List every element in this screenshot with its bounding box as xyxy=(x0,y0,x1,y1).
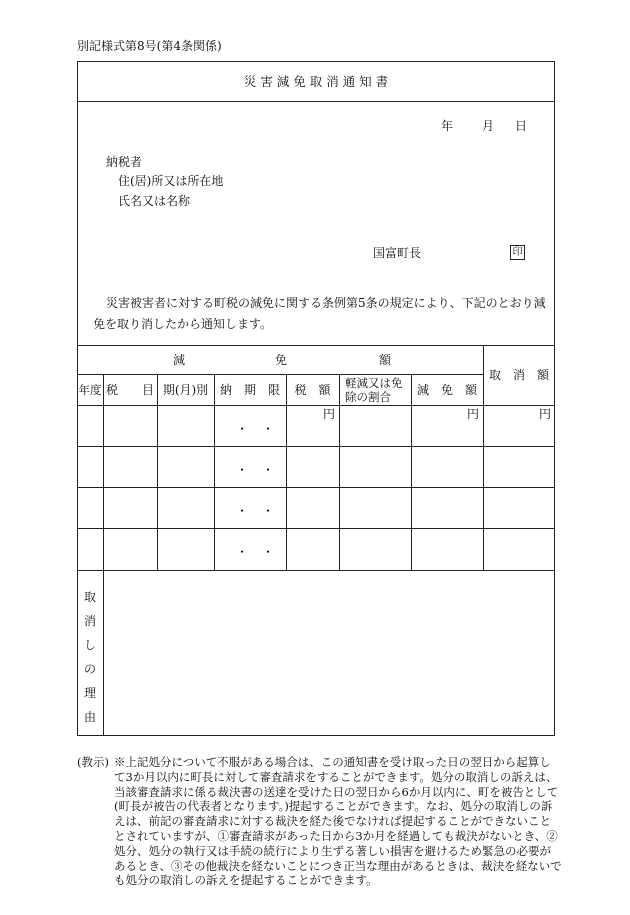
reason-char-3: し xyxy=(84,638,97,652)
notice-label: (教示) xyxy=(77,755,109,769)
group-header-1: 減 xyxy=(173,353,186,367)
col-tax-item: 税 目 xyxy=(105,383,154,397)
group-header-3: 額 xyxy=(379,353,392,367)
col-tax-amount: 税 額 xyxy=(294,383,331,397)
group-header-2: 免 xyxy=(275,353,288,367)
col-line-period xyxy=(214,374,215,570)
address-label: 住(居)所又は所在地 xyxy=(118,174,224,188)
col-period: 期(月)別 xyxy=(162,383,209,397)
name-label: 氏名又は名称 xyxy=(118,194,191,208)
unit-cancel-amount: 円 xyxy=(539,407,552,421)
col-payment-deadline: 納 期 限 xyxy=(219,383,280,397)
col-line-taxamount xyxy=(339,374,340,570)
table-bottom-line xyxy=(77,570,555,571)
reason-char-2: 消 xyxy=(84,614,97,628)
cancel-amount-header: 取 消 額 xyxy=(488,368,549,382)
reason-divider xyxy=(103,570,104,736)
document-title: 災 害 減 免 取 消 通 知 書 xyxy=(243,74,389,89)
reason-char-4: の xyxy=(84,662,97,676)
col-line-year xyxy=(103,374,104,570)
unit-tax-amount: 円 xyxy=(323,407,336,421)
col-reduction-amount: 減 免 額 xyxy=(416,383,477,397)
reason-char-6: 由 xyxy=(84,710,97,724)
deadline-dots-row4: ・・ xyxy=(236,545,289,559)
body-text-line2: 免を取り消したから通知します。 xyxy=(93,317,273,331)
col-ratio-line2: 除の割合 xyxy=(345,390,391,404)
group-header-line xyxy=(77,374,483,375)
date-month: 月 xyxy=(482,119,495,133)
col-year: 年度 xyxy=(78,383,102,397)
deadline-dots-row3: ・・ xyxy=(236,504,289,518)
body-text-line1: 災害被害者に対する町税の減免に関する条例第5条の規定により、下記のとおり減 xyxy=(106,296,546,310)
reason-char-5: 理 xyxy=(84,686,97,700)
col-ratio-line1: 軽減又は免 xyxy=(345,376,403,390)
form-number: 別記様式第8号(第4条関係) xyxy=(77,39,222,53)
date-day: 日 xyxy=(515,119,528,133)
taxpayer-heading: 納税者 xyxy=(106,155,143,169)
issuer-name: 国富町長 xyxy=(373,246,422,260)
title-divider xyxy=(77,101,555,102)
deadline-dots-row1: ・・ xyxy=(236,422,289,436)
notice-text: ※上記処分について不服がある場合は、この通知書を受け取った日の翌日から起算して3か月以内に町長に対して審査請求をすることができます。処分の取消しの訴えは、当該審査請求に係る裁決書の送達を受けた日の翌日から6か月以内に、町を被告として(町長が被告の代表者となります。)提起することができます。なお、処分の取消しの訴えは、前記の審査請求に対する裁決を経た後でなければ提起することができないこととされていますが、①審査請求があった日から3か月を経過しても裁決がないとき、②処分、処分の執行又は手続の続行により生ずる著しい損害を避けるため緊急の必要があるとき、③その他裁決を経ないことにつき正当な理由があるときは、裁決を経ないでも処分の取消しの訴えを提起することができます。 xyxy=(114,755,562,888)
deadline-dots-row2: ・・ xyxy=(236,463,289,477)
date-year: 年 xyxy=(441,119,454,133)
col-line-ratio xyxy=(411,374,412,570)
reason-char-1: 取 xyxy=(84,590,97,604)
col-line-taxitem xyxy=(157,374,158,570)
seal-mark: 印 xyxy=(510,245,525,260)
unit-reduction-amount: 円 xyxy=(467,407,480,421)
